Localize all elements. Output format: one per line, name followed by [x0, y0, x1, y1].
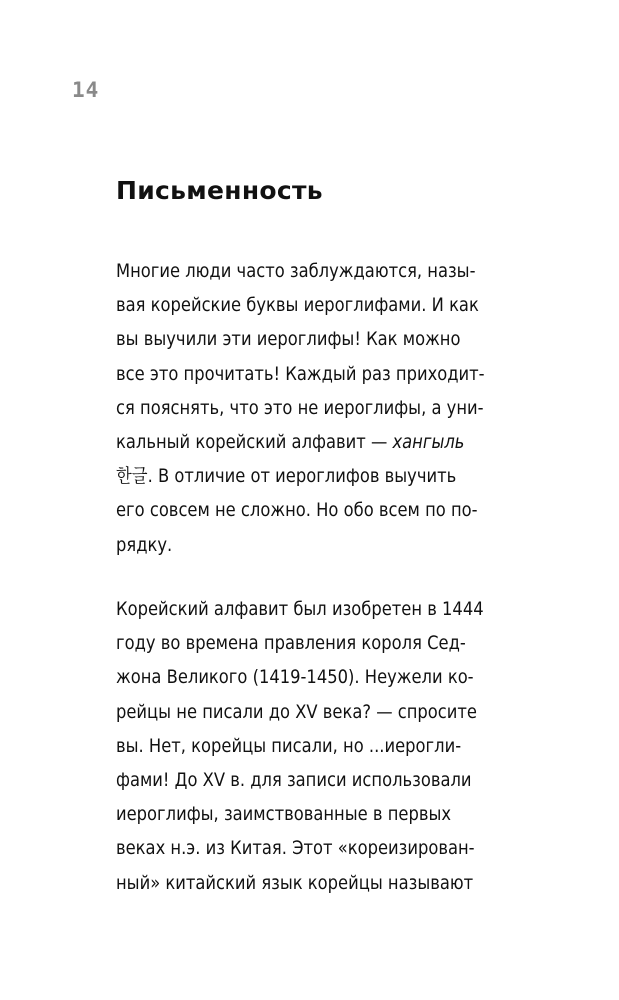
page-number: 14	[72, 78, 100, 102]
text-line: веках н.э. из Китая. Этот «кореизирован-	[116, 837, 475, 860]
section-heading: Письменность	[116, 176, 323, 205]
paragraph-1	[116, 254, 485, 562]
italic-term: хангыль	[392, 430, 465, 453]
text-line: рейцы не писали до XV века? — спросите	[116, 700, 477, 723]
text-line: вы выучили эти иероглифы! Как можно	[116, 328, 461, 351]
text-line: вы. Нет, корейцы писали, но ...иерогли-	[116, 734, 462, 757]
paragraph-2	[116, 592, 484, 900]
text-line: ный» китайский язык корейцы называют	[116, 871, 474, 894]
text-line: году во времена правления короля Сед-	[116, 632, 466, 655]
text-line: рядку.	[116, 533, 173, 556]
text-line: вая корейские буквы иероглифами. И как	[116, 294, 479, 317]
text-line-start: кальный корейский алфавит —	[116, 430, 393, 453]
text-line: Многие люди часто заблуждаются, назы-	[116, 260, 476, 282]
text-line: Корейский алфавит был изобретен в 1444	[116, 598, 484, 620]
text-line: его совсем не сложно. Но обо всем по по-	[116, 499, 478, 522]
text-line: ся пояснять, что это не иероглифы, а уни-	[116, 396, 484, 419]
text-line: 한글. В отличие от иероглифов выучить	[116, 465, 457, 488]
text-line: жона Великого (1419-1450). Неужели ко-	[116, 666, 474, 689]
text-line: иероглифы, заимствованные в первых	[116, 803, 452, 826]
text-line	[116, 425, 477, 459]
text-line: фами! До XV в. для записи использовали	[116, 768, 472, 791]
text-line: все это прочитать! Каждый раз приходит-	[116, 362, 485, 385]
